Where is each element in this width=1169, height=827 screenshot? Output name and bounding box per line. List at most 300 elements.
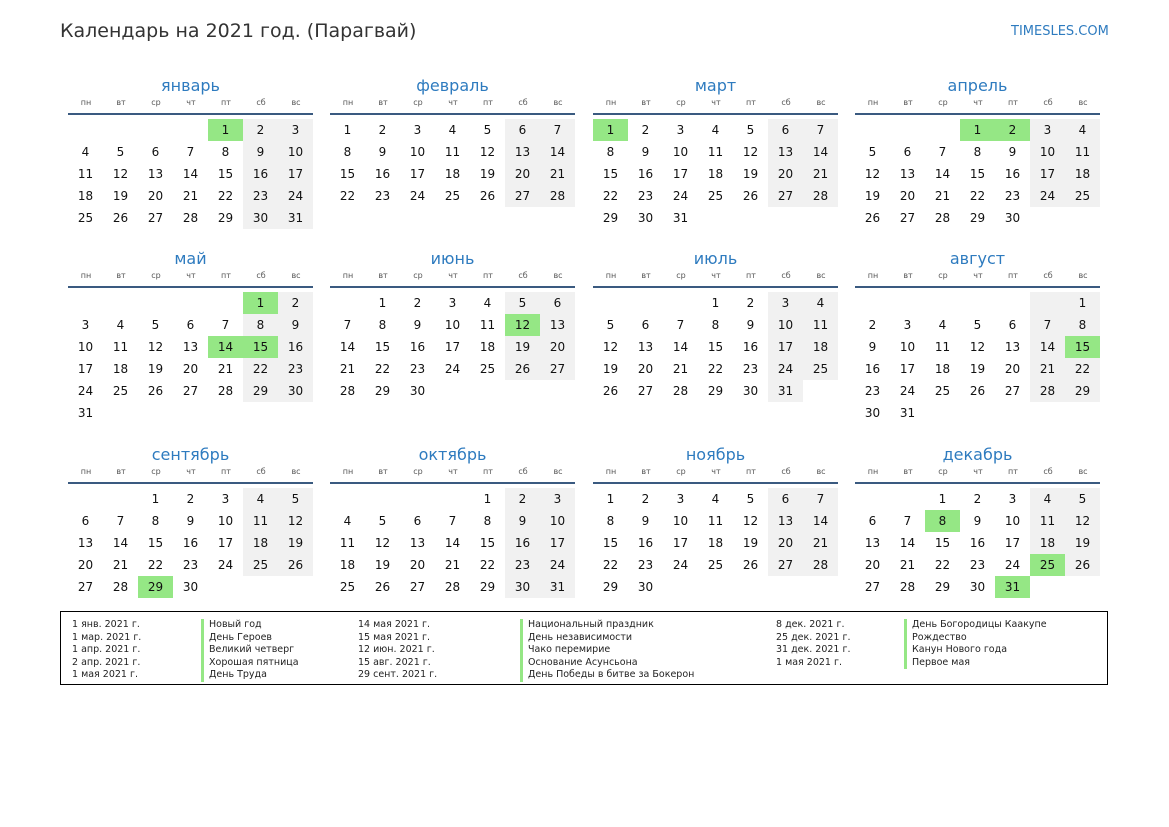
day-cell: 24 xyxy=(409,189,426,203)
day-cell: 8 xyxy=(483,514,492,528)
weekday-label: вс xyxy=(816,271,826,280)
weekday-label: вт xyxy=(641,98,651,107)
day-cell: 12 xyxy=(112,167,129,181)
empty-cell xyxy=(1030,402,1065,424)
day-cell: 1 xyxy=(1065,292,1100,314)
day-cell: 27 xyxy=(540,358,575,380)
empty-cell xyxy=(173,402,208,424)
day-cell: 13 xyxy=(409,536,426,550)
weekday-label: сб xyxy=(781,271,791,280)
weekday-label: пт xyxy=(221,271,231,280)
weekday-label: чт xyxy=(973,467,983,476)
weekday-label: ср xyxy=(938,98,948,107)
day-cell: 27 xyxy=(899,211,916,225)
day-cell: 1 xyxy=(593,119,628,141)
day-cell: 18 xyxy=(934,362,951,376)
legend-names-col-1 xyxy=(201,619,299,682)
month-name: февраль xyxy=(416,76,489,95)
day-cell: 24 xyxy=(278,185,313,207)
day-cell: 2 xyxy=(973,492,982,506)
day-cell: 17 xyxy=(540,532,575,554)
weekday-label: чт xyxy=(448,271,458,280)
weekday-label: вт xyxy=(116,467,126,476)
day-cell: 19 xyxy=(742,536,759,550)
day-cell: 30 xyxy=(505,576,540,598)
day-cell: 6 xyxy=(540,292,575,314)
weekday-label: чт xyxy=(711,98,721,107)
weekday-label: пт xyxy=(746,467,756,476)
day-cell: 28 xyxy=(672,384,689,398)
day-cell: 14 xyxy=(934,167,951,181)
day-cell: 22 xyxy=(602,189,619,203)
day-cell: 6 xyxy=(768,488,803,510)
day-cell: 9 xyxy=(868,340,877,354)
day-cell: 12 xyxy=(505,314,540,336)
weekday-label: вс xyxy=(816,467,826,476)
empty-cell xyxy=(698,207,733,229)
weekday-label: чт xyxy=(448,98,458,107)
day-cell: 27 xyxy=(864,580,881,594)
day-cell: 25 xyxy=(77,211,94,225)
day-cell: 16 xyxy=(243,163,278,185)
day-cell: 9 xyxy=(186,514,195,528)
day-cell: 2 xyxy=(746,296,755,310)
weekday-label: пн xyxy=(342,271,354,280)
day-cell: 4 xyxy=(711,123,720,137)
day-cell: 5 xyxy=(278,488,313,510)
day-grid xyxy=(855,292,1100,424)
weekday-header xyxy=(68,97,313,115)
weekday-label: сб xyxy=(256,467,266,476)
day-cell: 8 xyxy=(221,145,230,159)
weekday-label: сб xyxy=(1043,271,1053,280)
day-cell: 2 xyxy=(995,119,1030,141)
month-5 xyxy=(68,248,313,424)
day-cell: 1 xyxy=(151,492,160,506)
day-cell: 18 xyxy=(339,558,356,572)
day-cell: 20 xyxy=(637,362,654,376)
weekday-label: вт xyxy=(641,271,651,280)
day-cell: 11 xyxy=(479,318,496,332)
weekday-label: ср xyxy=(151,98,161,107)
day-cell: 21 xyxy=(217,362,234,376)
day-cell: 30 xyxy=(864,406,881,420)
site-link[interactable]: TIMESLES.COM xyxy=(1011,24,1109,39)
day-cell: 20 xyxy=(77,558,94,572)
day-cell: 18 xyxy=(1030,532,1065,554)
weekday-label: ср xyxy=(938,467,948,476)
weekday-label: пт xyxy=(1008,467,1018,476)
day-cell: 14 xyxy=(672,340,689,354)
day-cell: 31 xyxy=(672,211,689,225)
day-cell: 8 xyxy=(378,318,387,332)
holiday-name: Хорошая пятница xyxy=(201,657,299,670)
day-cell: 30 xyxy=(969,580,986,594)
day-cell: 6 xyxy=(903,145,912,159)
day-cell: 27 xyxy=(505,185,540,207)
weekday-label: пн xyxy=(80,271,92,280)
weekday-label: вс xyxy=(1078,98,1088,107)
day-cell: 21 xyxy=(803,532,838,554)
day-cell: 19 xyxy=(112,189,129,203)
day-cell: 26 xyxy=(742,189,759,203)
day-cell: 30 xyxy=(637,580,654,594)
day-grid xyxy=(855,119,1100,229)
day-cell: 16 xyxy=(409,340,426,354)
holiday-name: Новый год xyxy=(201,619,299,632)
day-cell: 27 xyxy=(1004,384,1021,398)
day-cell: 17 xyxy=(672,167,689,181)
day-cell: 29 xyxy=(1065,380,1100,402)
day-cell: 23 xyxy=(409,362,426,376)
day-cell: 19 xyxy=(505,336,540,358)
day-cell: 11 xyxy=(339,536,356,550)
month-7 xyxy=(593,248,838,402)
day-cell: 26 xyxy=(147,384,164,398)
day-cell: 1 xyxy=(378,296,387,310)
day-cell: 1 xyxy=(711,296,720,310)
day-cell: 1 xyxy=(483,492,492,506)
weekday-label: пт xyxy=(483,98,493,107)
day-cell: 16 xyxy=(637,536,654,550)
day-cell: 21 xyxy=(444,558,461,572)
weekday-label: сб xyxy=(1043,98,1053,107)
weekday-label: сб xyxy=(1043,467,1053,476)
day-cell: 12 xyxy=(147,340,164,354)
day-cell: 5 xyxy=(116,145,125,159)
day-cell: 19 xyxy=(147,362,164,376)
weekday-header xyxy=(68,270,313,288)
weekday-label: сб xyxy=(518,467,528,476)
day-cell: 11 xyxy=(803,314,838,336)
weekday-label: сб xyxy=(518,271,528,280)
day-cell: 19 xyxy=(479,167,496,181)
empty-cell xyxy=(890,119,925,141)
day-cell: 25 xyxy=(112,384,129,398)
weekday-label: пн xyxy=(867,467,879,476)
day-cell: 24 xyxy=(1004,558,1021,572)
day-cell: 17 xyxy=(899,362,916,376)
day-cell: 18 xyxy=(77,189,94,203)
holiday-name: Основание Асунсьона xyxy=(520,657,694,670)
holiday-name: Великий четверг xyxy=(201,644,299,657)
day-cell: 8 xyxy=(151,514,160,528)
empty-cell xyxy=(470,380,505,402)
holiday-name: День независимости xyxy=(520,632,694,645)
day-cell: 13 xyxy=(768,510,803,532)
empty-cell xyxy=(278,576,313,598)
month-name: август xyxy=(949,249,1006,268)
day-cell: 3 xyxy=(1008,492,1017,506)
day-cell: 7 xyxy=(116,514,125,528)
day-cell: 30 xyxy=(409,384,426,398)
weekday-label: вт xyxy=(378,98,388,107)
weekday-label: пт xyxy=(483,467,493,476)
empty-cell xyxy=(400,488,435,510)
day-cell: 12 xyxy=(1065,510,1100,532)
day-cell: 15 xyxy=(217,167,234,181)
day-cell: 25 xyxy=(479,362,496,376)
weekday-header xyxy=(330,270,575,288)
day-cell: 27 xyxy=(768,554,803,576)
day-grid xyxy=(593,488,838,598)
day-cell: 22 xyxy=(147,558,164,572)
day-cell: 14 xyxy=(803,141,838,163)
month-10 xyxy=(330,444,575,598)
day-cell: 16 xyxy=(742,340,759,354)
day-cell: 22 xyxy=(1065,358,1100,380)
day-cell: 28 xyxy=(339,384,356,398)
day-cell: 4 xyxy=(1030,488,1065,510)
day-cell: 16 xyxy=(182,536,199,550)
legend-names-col-2 xyxy=(520,619,694,682)
holiday-legend xyxy=(60,611,1108,685)
empty-cell xyxy=(803,380,838,402)
day-cell: 25 xyxy=(707,189,724,203)
day-cell: 10 xyxy=(77,340,94,354)
day-cell: 27 xyxy=(768,185,803,207)
weekday-label: чт xyxy=(711,271,721,280)
day-cell: 9 xyxy=(641,514,650,528)
day-cell: 22 xyxy=(374,362,391,376)
day-cell: 10 xyxy=(899,340,916,354)
month-name: октябрь xyxy=(418,445,487,464)
empty-cell xyxy=(803,576,838,598)
month-name: июль xyxy=(693,249,738,268)
day-cell: 23 xyxy=(637,189,654,203)
day-cell: 21 xyxy=(1030,358,1065,380)
empty-cell xyxy=(1065,207,1100,229)
day-cell: 20 xyxy=(147,189,164,203)
day-cell: 29 xyxy=(138,576,173,598)
day-grid xyxy=(68,488,313,598)
weekday-label: сб xyxy=(256,98,266,107)
day-cell: 29 xyxy=(969,211,986,225)
holiday-date: 29 сент. 2021 г. xyxy=(358,669,438,680)
month-name: ноябрь xyxy=(685,445,746,464)
day-cell: 19 xyxy=(864,189,881,203)
empty-cell xyxy=(733,576,768,598)
day-cell: 30 xyxy=(243,207,278,229)
day-cell: 14 xyxy=(339,340,356,354)
day-cell: 24 xyxy=(768,358,803,380)
day-cell: 25 xyxy=(339,580,356,594)
day-cell: 13 xyxy=(540,314,575,336)
day-cell: 10 xyxy=(409,145,426,159)
weekday-label: вт xyxy=(116,98,126,107)
day-cell: 24 xyxy=(444,362,461,376)
day-cell: 22 xyxy=(243,358,278,380)
day-cell: 14 xyxy=(208,336,243,358)
weekday-label: пн xyxy=(80,467,92,476)
holiday-date: 31 дек. 2021 г. xyxy=(776,644,851,655)
day-cell: 21 xyxy=(934,189,951,203)
weekday-label: пн xyxy=(342,98,354,107)
empty-cell xyxy=(698,576,733,598)
day-cell: 9 xyxy=(1008,145,1017,159)
day-cell: 4 xyxy=(448,123,457,137)
holiday-name: Чако перемирие xyxy=(520,644,694,657)
day-cell: 24 xyxy=(672,189,689,203)
weekday-label: ср xyxy=(151,467,161,476)
weekday-label: вт xyxy=(116,271,126,280)
empty-cell xyxy=(663,576,698,598)
day-cell: 26 xyxy=(479,189,496,203)
day-cell: 5 xyxy=(1065,488,1100,510)
empty-cell xyxy=(208,402,243,424)
holiday-date: 14 мая 2021 г. xyxy=(358,619,431,630)
legend-names-col-3 xyxy=(904,619,1047,669)
weekday-label: пн xyxy=(605,467,617,476)
day-cell: 17 xyxy=(278,163,313,185)
weekday-header xyxy=(330,97,575,115)
day-cell: 6 xyxy=(81,514,90,528)
weekday-label: вс xyxy=(291,271,301,280)
weekday-label: вс xyxy=(816,98,826,107)
weekday-label: вс xyxy=(553,98,563,107)
day-cell: 24 xyxy=(899,384,916,398)
holiday-date: 1 мая 2021 г. xyxy=(72,669,138,680)
holiday-date: 25 дек. 2021 г. xyxy=(776,631,851,643)
empty-cell xyxy=(138,292,173,314)
day-cell: 14 xyxy=(182,167,199,181)
day-cell: 30 xyxy=(278,380,313,402)
day-cell: 12 xyxy=(278,510,313,532)
day-cell: 4 xyxy=(81,145,90,159)
day-cell: 21 xyxy=(112,558,129,572)
day-cell: 8 xyxy=(343,145,352,159)
weekday-label: вт xyxy=(378,467,388,476)
empty-cell xyxy=(855,292,890,314)
day-cell: 4 xyxy=(803,292,838,314)
weekday-label: ср xyxy=(413,467,423,476)
empty-cell xyxy=(68,119,103,141)
day-cell: 2 xyxy=(505,488,540,510)
day-cell: 21 xyxy=(540,163,575,185)
day-cell: 22 xyxy=(339,189,356,203)
day-cell: 14 xyxy=(899,536,916,550)
day-cell: 18 xyxy=(803,336,838,358)
day-cell: 17 xyxy=(672,536,689,550)
day-cell: 12 xyxy=(742,514,759,528)
day-cell: 23 xyxy=(182,558,199,572)
weekday-label: ср xyxy=(938,271,948,280)
day-cell: 26 xyxy=(505,358,540,380)
day-cell: 8 xyxy=(973,145,982,159)
day-cell: 9 xyxy=(243,141,278,163)
day-cell: 23 xyxy=(864,384,881,398)
day-cell: 28 xyxy=(1030,380,1065,402)
day-cell: 15 xyxy=(602,167,619,181)
day-cell: 31 xyxy=(77,406,94,420)
empty-cell xyxy=(733,207,768,229)
weekday-label: чт xyxy=(186,271,196,280)
day-cell: 8 xyxy=(243,314,278,336)
legend-dates-col-3 xyxy=(776,619,851,669)
weekday-header xyxy=(593,97,838,115)
day-grid xyxy=(855,488,1100,598)
day-cell: 10 xyxy=(217,514,234,528)
day-cell: 7 xyxy=(803,488,838,510)
weekday-header xyxy=(855,97,1100,115)
day-cell: 26 xyxy=(864,211,881,225)
day-cell: 16 xyxy=(637,167,654,181)
day-cell: 29 xyxy=(602,580,619,594)
day-cell: 20 xyxy=(1004,362,1021,376)
day-cell: 29 xyxy=(374,384,391,398)
day-cell: 10 xyxy=(444,318,461,332)
weekday-label: сб xyxy=(256,271,266,280)
month-name: декабрь xyxy=(942,445,1013,464)
month-6 xyxy=(330,248,575,402)
holiday-name: Канун Нового года xyxy=(904,644,1047,657)
day-cell: 13 xyxy=(768,141,803,163)
day-cell: 19 xyxy=(602,362,619,376)
day-cell: 3 xyxy=(413,123,422,137)
day-cell: 20 xyxy=(540,336,575,358)
day-cell: 27 xyxy=(147,211,164,225)
weekday-label: пт xyxy=(483,271,493,280)
day-grid xyxy=(68,292,313,424)
day-cell: 26 xyxy=(602,384,619,398)
day-cell: 24 xyxy=(217,558,234,572)
day-cell: 22 xyxy=(602,558,619,572)
day-cell: 8 xyxy=(1065,314,1100,336)
day-cell: 26 xyxy=(742,558,759,572)
day-cell: 20 xyxy=(768,163,803,185)
day-cell: 26 xyxy=(374,580,391,594)
day-cell: 29 xyxy=(479,580,496,594)
day-cell: 5 xyxy=(746,492,755,506)
day-cell: 3 xyxy=(448,296,457,310)
day-cell: 24 xyxy=(672,558,689,572)
day-cell: 28 xyxy=(217,384,234,398)
day-cell: 24 xyxy=(77,384,94,398)
empty-cell xyxy=(173,119,208,141)
day-cell: 18 xyxy=(243,532,278,554)
day-cell: 23 xyxy=(742,362,759,376)
weekday-label: ср xyxy=(413,98,423,107)
day-cell: 7 xyxy=(676,318,685,332)
empty-cell xyxy=(960,402,995,424)
day-cell: 25 xyxy=(444,189,461,203)
day-cell: 24 xyxy=(1030,185,1065,207)
month-name: июнь xyxy=(430,249,475,268)
day-cell: 6 xyxy=(151,145,160,159)
empty-cell xyxy=(768,576,803,598)
day-cell: 23 xyxy=(637,558,654,572)
day-grid xyxy=(593,292,838,402)
weekday-label: пт xyxy=(1008,98,1018,107)
day-cell: 3 xyxy=(676,492,685,506)
day-cell: 3 xyxy=(540,488,575,510)
empty-cell xyxy=(68,292,103,314)
holiday-name: День Труда xyxy=(201,669,299,682)
day-cell: 13 xyxy=(637,340,654,354)
weekday-header xyxy=(855,270,1100,288)
day-cell: 25 xyxy=(934,384,951,398)
day-cell: 13 xyxy=(77,536,94,550)
month-1 xyxy=(68,75,313,229)
weekday-label: вт xyxy=(903,98,913,107)
day-cell: 25 xyxy=(803,358,838,380)
day-grid xyxy=(330,119,575,207)
day-cell: 1 xyxy=(243,292,278,314)
weekday-label: вс xyxy=(1078,271,1088,280)
day-cell: 19 xyxy=(374,558,391,572)
day-cell: 11 xyxy=(707,145,724,159)
day-cell: 23 xyxy=(374,189,391,203)
